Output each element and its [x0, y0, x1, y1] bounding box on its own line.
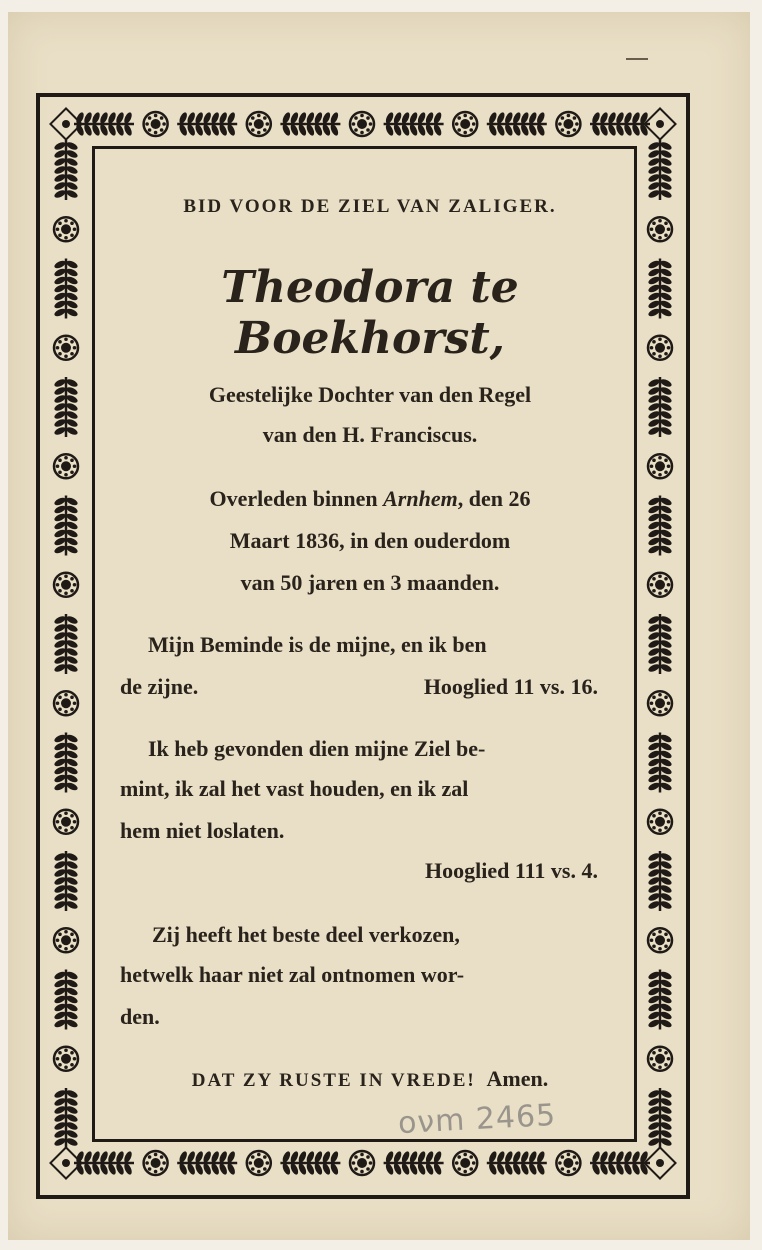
- death-line-3: van 50 jaren en 3 maanden.: [240, 570, 500, 595]
- leaf-sprig-ornament: [647, 851, 672, 911]
- death-city: Arnhem: [383, 486, 458, 511]
- leaf-sprig-ornament: [53, 1088, 78, 1148]
- rosette-ornament: [350, 112, 374, 136]
- leaf-sprig-ornament: [647, 733, 672, 793]
- leaf-sprig-ornament: [487, 111, 547, 136]
- rosette-ornament: [247, 1151, 271, 1175]
- rosette-ornament: [648, 454, 672, 478]
- archive-pencil-note: ονm 2465: [397, 1097, 558, 1142]
- verse-1-end: de zijne.: [120, 674, 199, 699]
- leaf-sprig-ornament: [177, 111, 237, 136]
- rosette-ornament: [453, 112, 477, 136]
- rosette-ornament: [648, 336, 672, 360]
- leaf-sprig-ornament: [647, 377, 672, 437]
- rosette-ornament: [556, 1151, 580, 1175]
- deceased-name: Theodora te Boekhorst,: [221, 262, 519, 364]
- leaf-sprig-ornament: [53, 851, 78, 911]
- verse-1-reference: Hooglied 11 vs. 16.: [423, 674, 598, 699]
- verse-2-line-1: Ik heb gevonden dien mijne Ziel be-: [148, 736, 486, 761]
- verse-3-line-1: Zij heeft het beste deel verkozen,: [152, 922, 460, 947]
- leaf-sprig-ornament: [53, 377, 78, 437]
- death-line-2: Maart 1836, in den ouderdom: [229, 528, 511, 553]
- rosette-ornament: [648, 573, 672, 597]
- rosette-ornament: [144, 1151, 168, 1175]
- leaf-sprig-ornament: [53, 496, 78, 556]
- rosette-ornament: [556, 112, 580, 136]
- leaf-sprig-ornament: [647, 496, 672, 556]
- rosette-ornament: [453, 1151, 477, 1175]
- leaf-sprig-ornament: [53, 733, 78, 793]
- rosette-ornament: [648, 810, 672, 834]
- rosette-ornament: [350, 1151, 374, 1175]
- rosette-ornament: [54, 928, 78, 952]
- rosette-ornament: [54, 217, 78, 241]
- closing-amen: Amen.: [486, 1066, 549, 1091]
- leaf-sprig-ornament: [384, 111, 444, 136]
- verse-3-line-3: den.: [120, 1004, 160, 1029]
- leaf-sprig-ornament: [53, 970, 78, 1030]
- leaf-sprig-ornament: [647, 259, 672, 319]
- death-line-1-after: , den 26: [457, 486, 531, 511]
- verse-1-line-1: Mijn Beminde is de mijne, en ik ben: [148, 632, 487, 657]
- verse-2-line-2: mint, ik zal het vast houden, en ik zal: [120, 776, 469, 801]
- rosette-ornament: [54, 573, 78, 597]
- rosette-ornament: [54, 336, 78, 360]
- leaf-sprig-ornament: [487, 1150, 547, 1175]
- verse-1-line-2: [120, 670, 598, 704]
- rosette-ornament: [247, 112, 271, 136]
- verse-2-reference: Hooglied 111 vs. 4.: [425, 858, 598, 883]
- leaf-sprig-ornament: [647, 1088, 672, 1148]
- death-line-1-before: Overleden binnen: [209, 486, 378, 511]
- leaf-sprig-ornament: [590, 1150, 650, 1175]
- leaf-sprig-ornament: [647, 140, 672, 200]
- rosette-ornament: [54, 691, 78, 715]
- rosette-ornament: [54, 454, 78, 478]
- death-line-1: [120, 482, 620, 516]
- card-heading: BID VOOR DE ZIEL VAN ZALIGER.: [183, 196, 557, 217]
- leaf-sprig-ornament: [590, 111, 650, 136]
- rosette-ornament: [54, 1047, 78, 1071]
- leaf-sprig-ornament: [177, 1150, 237, 1175]
- leaf-sprig-ornament: [74, 111, 134, 136]
- closing-line: [120, 1066, 620, 1092]
- verse-3-line-2: hetwelk haar niet zal ontnomen wor-: [120, 962, 465, 987]
- leaf-sprig-ornament: [53, 140, 78, 200]
- leaf-sprig-ornament: [74, 1150, 134, 1175]
- leaf-sprig-ornament: [647, 614, 672, 674]
- rosette-ornament: [54, 810, 78, 834]
- leaf-sprig-ornament: [384, 1150, 444, 1175]
- leaf-sprig-ornament: [53, 259, 78, 319]
- leaf-sprig-ornament: [280, 1150, 340, 1175]
- rosette-ornament: [648, 217, 672, 241]
- rosette-ornament: [144, 112, 168, 136]
- verse-2-line-3: hem niet loslaten.: [120, 818, 285, 843]
- leaf-sprig-ornament: [53, 614, 78, 674]
- rosette-ornament: [648, 691, 672, 715]
- leaf-sprig-ornament: [647, 970, 672, 1030]
- leaf-sprig-ornament: [280, 111, 340, 136]
- rosette-ornament: [648, 928, 672, 952]
- rosette-ornament: [648, 1047, 672, 1071]
- closing-prayer: DAT ZY RUSTE IN VREDE!: [191, 1070, 476, 1091]
- title-line-2: van den H. Franciscus.: [262, 422, 478, 447]
- title-line-1: Geestelijke Dochter van den Regel: [208, 382, 532, 407]
